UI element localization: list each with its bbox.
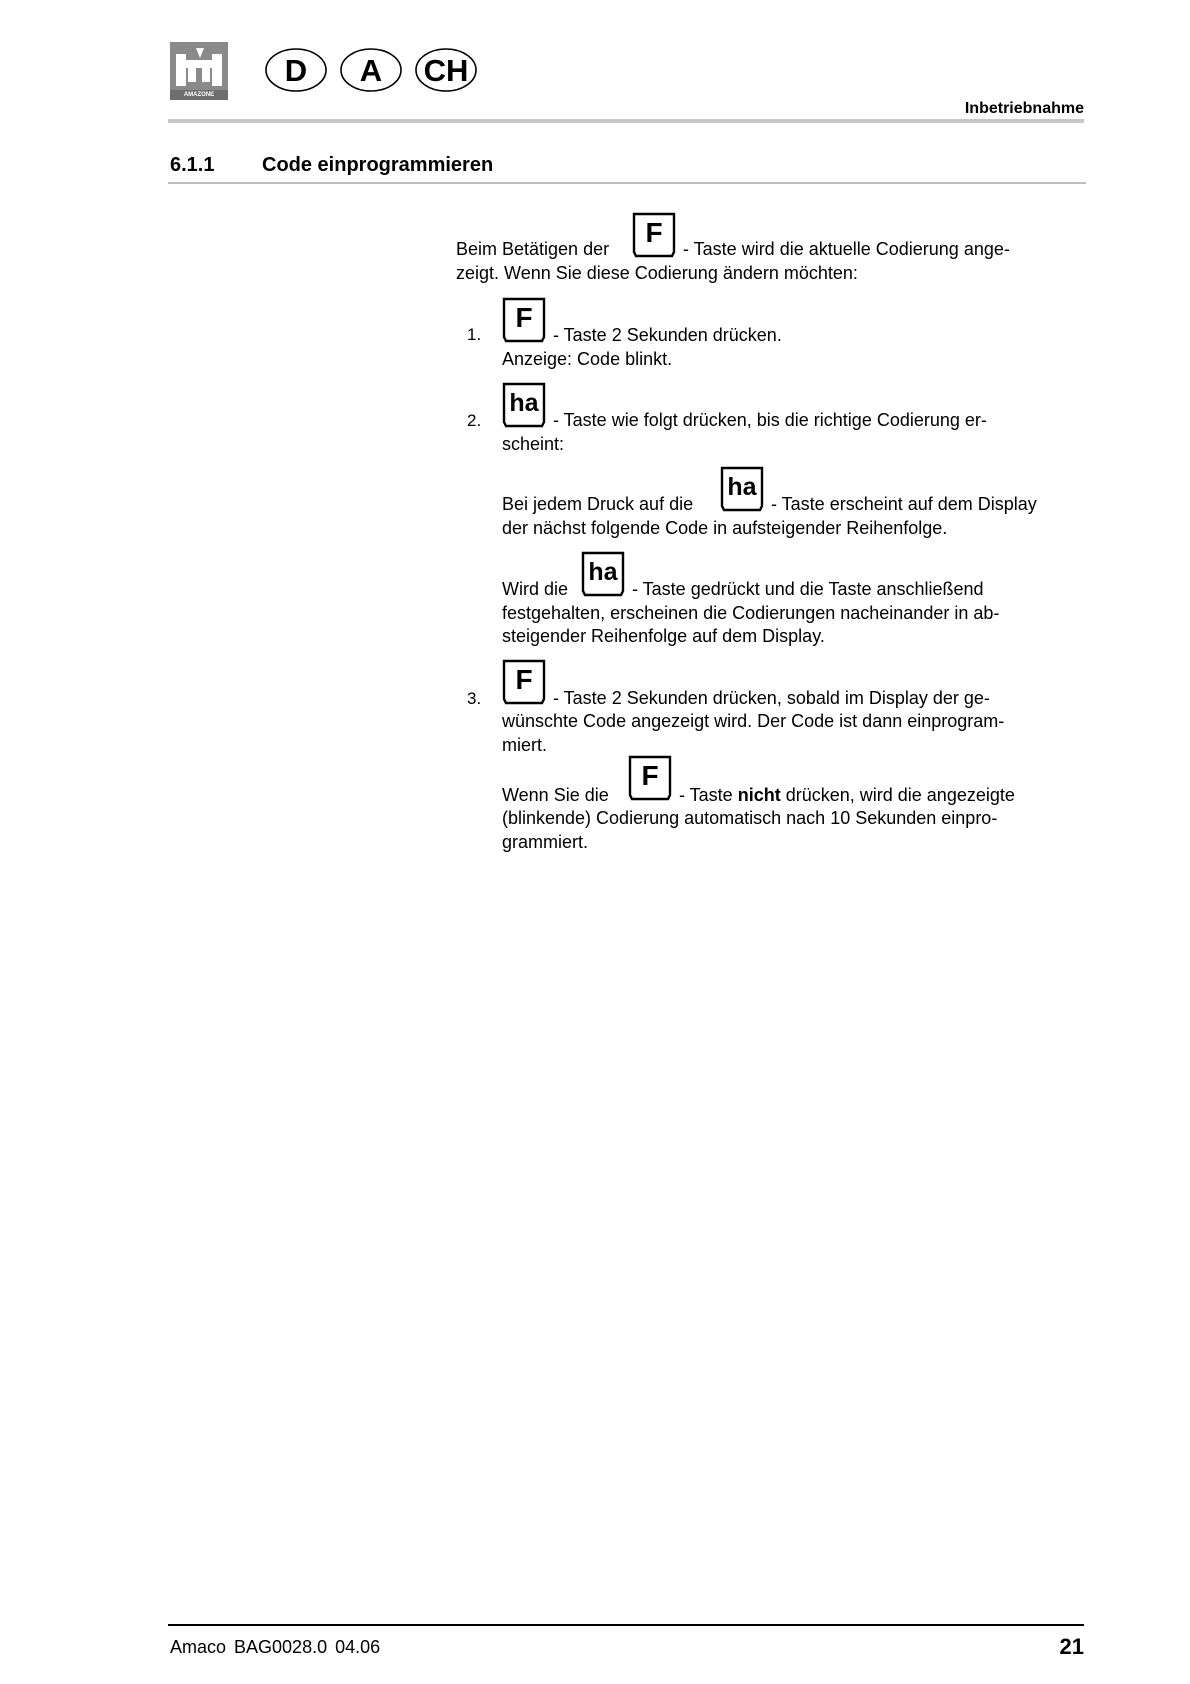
intro-text-c: zeigt. Wenn Sie diese Codierung ändern möchten:: [456, 263, 858, 283]
country-badge-a: [340, 48, 402, 92]
section-heading: [170, 154, 493, 177]
step3-number: 3.: [467, 689, 482, 708]
section-label: Inbetriebnahme: [964, 100, 1084, 117]
step2-para1-b: - Taste erscheint auf dem Display: [771, 494, 1037, 514]
key-label: F: [515, 664, 533, 695]
step3-text-a: - Taste 2 Sekunden drücken, sobald im Display der ge-: [553, 688, 990, 708]
footer-divider: [168, 1624, 1084, 1626]
f-key-icon: [502, 297, 546, 343]
key-label: F: [515, 302, 533, 333]
heading-number: 6.1.1: [170, 154, 215, 176]
step2-para2-c: festgehalten, erscheinen die Codierungen nacheinander in ab-: [502, 603, 1000, 623]
amazone-logo: [170, 42, 228, 100]
logo-text: AMAZONE: [183, 92, 215, 98]
country-code: A: [359, 53, 383, 88]
page-number: 21: [1059, 1634, 1084, 1659]
step3-text-b: wünschte Code angezeigt wird. Der Code ist dann einprogram-: [502, 711, 1005, 731]
country-badge-d: [265, 48, 327, 92]
step3-para-line1: [679, 784, 1015, 808]
step3-para-d: (blinkende) Codierung automatisch nach 10 Sekunden einpro-: [502, 808, 998, 828]
key-label: ha: [509, 389, 539, 417]
step2-text-b: scheint:: [502, 434, 565, 454]
f-key-icon: [502, 659, 546, 705]
f-key-icon: [628, 755, 672, 801]
footer-doc-info: Amaco BAG0028.0 04.06: [170, 1637, 381, 1657]
country-badge-ch: [415, 48, 477, 92]
step2-para2-d: steigender Reihenfolge auf dem Display.: [502, 626, 825, 646]
ha-key-icon: [581, 551, 625, 597]
key-label: F: [641, 760, 659, 791]
step2-para1-a: Bei jedem Druck auf die: [502, 494, 694, 514]
step3-para-b: - Taste: [679, 785, 733, 805]
key-label: F: [645, 217, 663, 248]
ha-key-icon: [502, 382, 546, 428]
key-label: ha: [588, 558, 618, 586]
step2-para1-c: der nächst folgende Code in aufsteigender Reihenfolge.: [502, 518, 948, 538]
country-code: CH: [423, 53, 469, 88]
step2-para2-a: Wird die: [502, 579, 569, 599]
step1-number: 1.: [467, 325, 482, 344]
step2-number: 2.: [467, 411, 482, 430]
step1-text-b: Anzeige: Code blinkt.: [502, 349, 673, 369]
ha-key-icon: [720, 466, 764, 512]
step3-para-bold: nicht: [737, 785, 781, 805]
step3-para-e: grammiert.: [502, 832, 589, 852]
key-label: ha: [727, 473, 757, 501]
step3-para-a: Wenn Sie die: [502, 785, 609, 805]
f-key-icon: [632, 212, 676, 258]
step2-text-a: - Taste wie folgt drücken, bis die richtige Codierung er-: [553, 410, 987, 430]
step2-para2-b: - Taste gedrückt und die Taste anschließend: [632, 579, 984, 599]
heading-title: Code einprogrammieren: [262, 154, 494, 176]
intro-text-a: Beim Betätigen der: [456, 239, 610, 259]
heading-divider: [168, 182, 1086, 184]
step3-text-c: miert.: [502, 735, 547, 755]
step3-para-c: drücken, wird die angezeigte: [785, 785, 1015, 805]
header-divider: [168, 119, 1084, 123]
intro-text-b: - Taste wird die aktuelle Codierung ange-: [683, 239, 1010, 259]
step1-text-a: - Taste 2 Sekunden drücken.: [553, 325, 782, 345]
country-code: D: [284, 53, 308, 88]
